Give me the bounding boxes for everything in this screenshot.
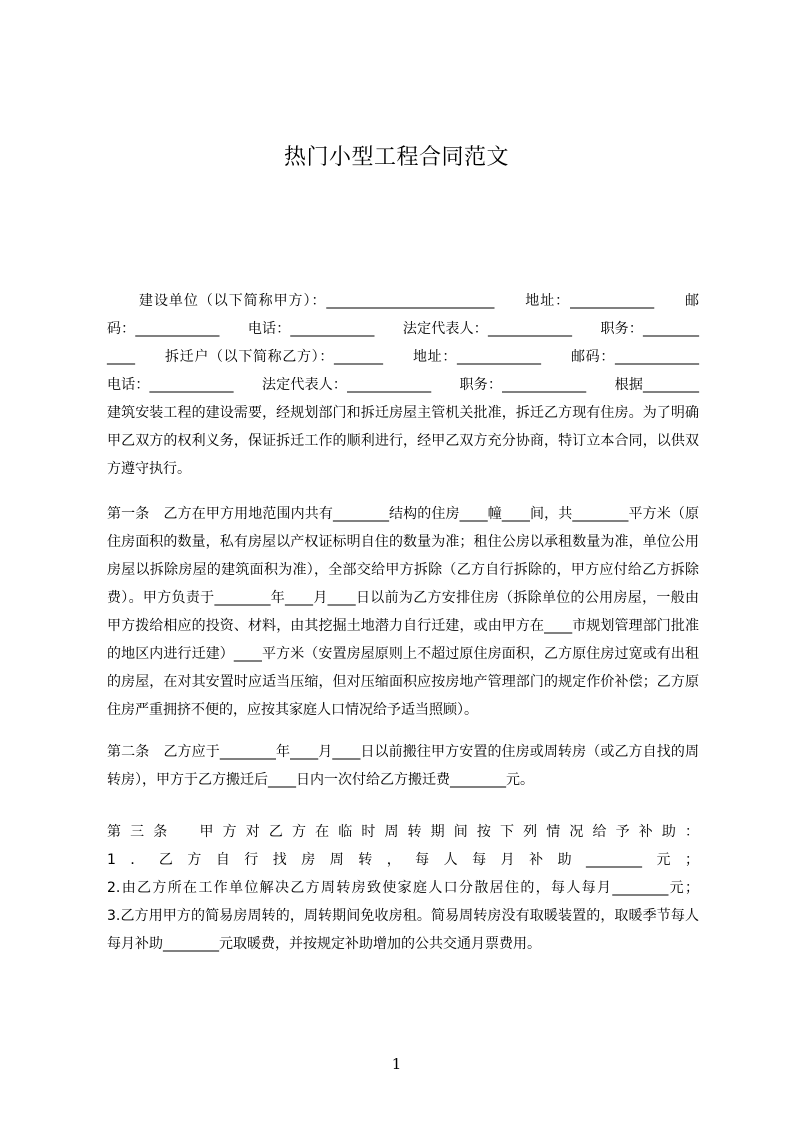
contract-intro-paragraph: 建设单位（以下简称甲方）：________________________ 地址：____________ 邮码：____________ 电话：____________ 法定代表人：____________ 职务：____________ 拆迁户（以下简称乙方）：_______ 地址：____________ 邮码：____________ 电话：____________ 法定代表人：____________ 职务：____________ 根据________建筑安装工程的建设需要，经规划部门和拆迁房屋主管机关批准，拆迁乙方现有住房。为了明确甲乙双方的权利义务，保证拆迁工作的顺利进行，经甲乙双方充分协商，特订立本合同，以供双方遵守执行。 — [107, 293, 727, 477]
article-3-heading: 第三条 甲方对乙方在临时周转期间按下列情况给予补助： — [107, 824, 699, 840]
contract-intro-block — [107, 287, 727, 483]
article-3-block — [107, 818, 699, 958]
article-2-block — [107, 738, 699, 794]
article-1-block — [107, 500, 699, 724]
article-3-item-3: 3.乙方用甲方的简易房周转的，周转期间免收房租。简易周转房没有取暖装置的，取暖季节每人每月补助________元取暖费，并按规定补助增加的公共交通月票费用。 — [107, 908, 699, 952]
article-3-item-2: 2.由乙方所在工作单位解决乙方周转房致使家庭人口分散居住的，每人每月________元； — [107, 880, 699, 896]
document-title: 热门小型工程合同范文 — [283, 145, 509, 170]
page-number: 1 — [391, 1055, 402, 1073]
article-2-paragraph: 第二条 乙方应于________年____月____日以前搬往甲方安置的住房或周转房（或乙方自找的周转房），甲方于乙方搬迁后____日内一次付给乙方搬迁费________元。 — [107, 744, 699, 788]
article-1-paragraph: 第一条 乙方在甲方用地范围内共有________结构的住房____幢____间，共________平方米（原住房面积的数量，私有房屋以产权证标明自住的数量为准；租住公房以承租数量为准，单位公用房屋以拆除房屋的建筑面积为准），全部交给甲方拆除（乙方自行拆除的，甲方应付给乙方拆除费）。甲方负责于________年____月____日以前为乙方安排住房（拆除单位的公用房屋，一般由甲方拨给相应的投资、材料，由其挖掘土地潜力自行迁建，或由甲方在____市规划管理部门批准的地区内进行迁建）____平方米（安置房屋原则上不超过原住房面积，乙方原住房过宽或有出租的房屋，在对其安置时应适当压缩，但对压缩面积应按房地产管理部门的规定作价补偿；乙方原住房严重拥挤不便的，应按其家庭人口情况给予适当照顾）。 — [107, 506, 699, 718]
article-3-item-1: 1．乙方自行找房周转，每人每月补助________元； — [107, 852, 699, 868]
